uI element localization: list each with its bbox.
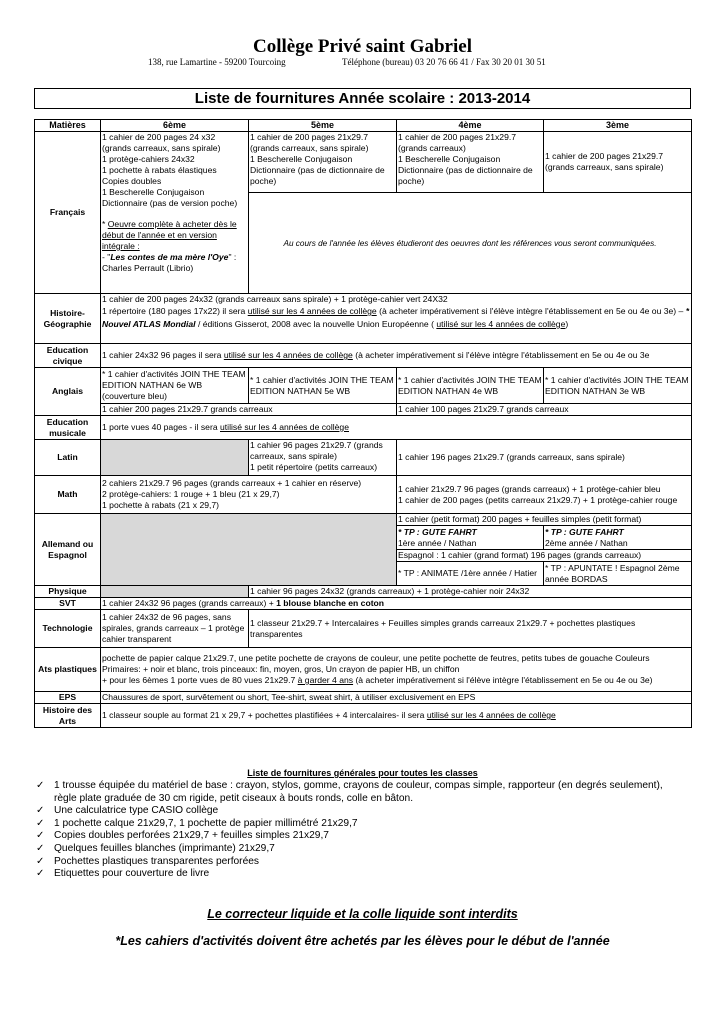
table-row <box>35 416 692 440</box>
atlas-title: * Nouvel ATLAS Mondial <box>102 306 690 329</box>
espagnol-4eme: * TP : ANIMATE /1ère année / Hatier <box>397 562 544 586</box>
list-item: Dictionnaire (pas de dictionnaire de poche) <box>250 165 385 186</box>
table-row <box>35 514 692 526</box>
allemand-3eme-tp-b: 2ème année / Nathan <box>545 537 628 548</box>
list-item-text: 1 trousse équipée du matériel de base : crayon, stylos, gomme, crayons de couleur, compas simple, rapporteur (en degrés seulement), règle plate graduée de 30 cm rigide, petit ciseaux à bouts ronds, colle en bâton. <box>54 780 663 804</box>
table-row <box>35 610 692 648</box>
list-item: 2 protège-cahiers: 1 rouge + 1 bleu (21 x 29,7) <box>102 489 280 499</box>
subject-eps: EPS <box>35 692 101 704</box>
table-row <box>35 692 692 704</box>
list-item <box>34 805 674 818</box>
francais-note: Au cours de l'année les élèves étudieront des oeuvres dont les références vous seront communiquées. <box>249 193 692 294</box>
list-item <box>34 856 674 869</box>
subject-arts: Ats plastiques <box>35 648 101 692</box>
header-4eme: 4ème <box>397 120 544 132</box>
header-6eme: 6ème <box>101 120 249 132</box>
general-list-title: Liste de fournitures générales pour toutes les classes <box>247 768 478 778</box>
check-icon: ✓ <box>36 780 45 791</box>
histoire-text-c: / éditions Gisserot, 2008 avec la nouvelle Union Européenne ( <box>195 319 437 329</box>
arts-content <box>101 648 692 692</box>
check-icon: ✓ <box>36 842 45 854</box>
school-address: 138, rue Lamartine - 59200 Tourcoing <box>148 57 286 67</box>
list-item: 1 petit répertoire (petits carreaux) <box>250 462 378 472</box>
histoire-text-b: (à acheter impérativement si l'élève intègre l'établissement en 5e ou 4e ou 3e) – <box>376 306 686 316</box>
histoire-arts-text-a: 1 classeur souple au format 21 x 29,7 + pochettes plastifiées + 4 intercalaires- il sera <box>102 710 427 720</box>
histoire-arts-text-u: utilisé sur les 4 années de collège <box>426 710 556 720</box>
civique-content <box>101 344 692 368</box>
anglais-6eme: * 1 cahier d'activités JOIN THE TEAM EDITION NATHAN 6e WB (couverture bleu) <box>101 368 249 404</box>
table-row <box>35 132 692 193</box>
list-item: 1 pochette à rabats élastiques <box>102 165 217 175</box>
page-title: Liste de fournitures Année scolaire : 2013-2014 <box>34 88 691 109</box>
techno-543: 1 classeur 21x29.7 + Intercalaires + Feuilles simples grands carreaux 21x29.7 + pochettes plastiques transparentes <box>249 610 692 648</box>
svt-text-b: 1 blouse blanche en coton <box>276 598 385 608</box>
histoire-text-d: ) <box>565 319 569 329</box>
check-icon: ✓ <box>36 830 45 842</box>
arts-line-2 <box>102 675 690 686</box>
list-item: 1 protège-cahiers 24x32 <box>102 154 195 164</box>
list-item: 1 cahier 21x29.7 96 pages (grands carreaux) + 1 protège-cahier bleu <box>398 483 661 494</box>
supplies-table <box>34 119 692 728</box>
list-item-text: Une calculatrice type CASIO collège <box>54 805 219 817</box>
list-item: 1 Bescherelle Conjugaison <box>250 154 353 164</box>
list-item: 1 cahier 96 pages 21x29.7 (grands carreaux, sans spirale) <box>250 440 383 461</box>
table-row <box>35 648 692 692</box>
table-row <box>35 404 692 416</box>
subject-physique: Physique <box>35 586 101 598</box>
allemand-4eme-tp-b: 1ère année / Nathan <box>398 537 477 548</box>
list-item: 1 cahier de 200 pages 21x29.7 <box>398 132 517 142</box>
table-row <box>35 440 692 476</box>
allemand-3eme-tp: * TP : GUTE FAHRT <box>545 526 624 537</box>
subject-francais: Français <box>35 132 101 294</box>
svt-content <box>101 598 692 610</box>
subject-musique: Education musicale <box>35 416 101 440</box>
latin-43: 1 cahier 196 pages 21x29.7 (grands carreaux, sans spirale) <box>397 440 692 476</box>
list-item: Copies doubles <box>102 176 162 186</box>
arts-text-u: à garder 4 ans <box>297 675 354 685</box>
list-item: 1 Bescherelle Conjugaison <box>102 187 205 197</box>
list-item: 1 pochette à rabats (21 x 29,7) <box>102 500 220 510</box>
physique-6eme-empty <box>101 586 249 598</box>
histoire-text-a: 1 répertoire (180 pages 17x22) il sera <box>102 306 248 316</box>
anglais-4eme: * 1 cahier d'activités JOIN THE TEAM EDITION NATHAN 4e WB <box>397 368 544 404</box>
oeuvre-title-line: - "Les contes de ma mère l'Oye" : <box>102 252 237 262</box>
subject-techno: Technologie <box>35 610 101 648</box>
musique-text-u: utilisé sur les 4 années de collège <box>220 422 349 432</box>
svt-text-a: 1 cahier 24x32 96 pages (grands carreaux) + <box>102 598 277 608</box>
subject-civique: Education civique <box>35 344 101 368</box>
latin-6eme-empty <box>101 440 249 476</box>
arts-text-a: + pour les 6èmes 1 porte vues de 80 vues 21x29.7 <box>102 675 298 685</box>
oeuvre-label: Oeuvre complète à acheter dès le début de l'année et en version intégrale : <box>102 219 237 251</box>
general-list <box>34 780 674 881</box>
table-row <box>35 586 692 598</box>
oeuvre-note: * Oeuvre complète à acheter dès le début de l'année et en version intégrale : <box>102 219 237 251</box>
histoire-content <box>101 294 692 344</box>
check-icon: ✓ <box>36 868 45 880</box>
allemand-4eme <box>397 526 544 550</box>
list-item: 1 cahier de 200 pages (petits carreaux 21x29.7) + 1 protège-cahier rouge <box>398 494 678 505</box>
espagnol-line: Espagnol : 1 cahier (grand format) 196 pages (grands carreaux) <box>397 550 692 562</box>
header-matieres: Matières <box>35 120 101 132</box>
musique-content <box>101 416 692 440</box>
anglais-65-line2: 1 cahier 200 pages 21x29.7 grands carreaux <box>101 404 397 416</box>
table-row <box>35 294 692 344</box>
anglais-5eme: * 1 cahier d'activités JOIN THE TEAM EDITION NATHAN 5e WB <box>249 368 397 404</box>
subject-histoire: Histoire-Géographie <box>35 294 101 344</box>
table-header-row <box>35 120 692 132</box>
header-3eme: 3ème <box>544 120 692 132</box>
arts-line-1: pochette de papier calque 21x29.7, une petite pochette de crayons de couleur, une petite pochette de feutres, petits tubes de gouache Couleurs Primaires: + noir et blanc, trois pinceaux: fin, moyen, gros, Un crayon de papier HB, un chiffon <box>102 653 650 674</box>
techno-6eme: 1 cahier 24x32 de 96 pages, sans spirales, grands carreaux – 1 protège cahier transparent <box>101 610 249 648</box>
list-item <box>34 818 674 831</box>
list-item-text: Etiquettes pour couverture de livre <box>54 868 210 880</box>
list-item: 1 Bescherelle Conjugaison <box>398 154 501 164</box>
physique-content: 1 cahier 96 pages 24x32 (grands carreaux) + 1 protège-cahier noir 24x32 <box>249 586 692 598</box>
civique-text-b: (à acheter impérativement si l'élève intègre l'établissement en 5e ou 4e ou 3e <box>352 350 650 360</box>
list-item: (grands carreaux, sans spirale) <box>250 143 369 153</box>
list-item <box>34 780 674 805</box>
francais-6eme <box>101 132 249 294</box>
list-item: Dictionnaire (pas de dictionnaire de poche) <box>398 165 533 186</box>
school-phone: Téléphone (bureau) 03 20 76 66 41 / Fax 30 20 01 30 51 <box>342 57 546 67</box>
histoire-line-1: 1 cahier de 200 pages 24x32 (grands carreaux sans spirale) + 1 protège-cahier vert 24X32 <box>102 294 448 304</box>
anglais-3eme: * 1 cahier d'activités JOIN THE TEAM EDITION NATHAN 3e WB <box>544 368 692 404</box>
list-item: 1 cahier de 200 pages 21x29.7 <box>250 132 369 142</box>
list-item-text: Pochettes plastiques transparentes perforées <box>54 855 260 867</box>
table-row <box>35 344 692 368</box>
civique-text-u: utilisé sur les 4 années de collège <box>223 350 353 360</box>
oeuvre-author: Charles Perrault (Librio) <box>102 263 194 273</box>
histoire-line-2 <box>102 305 690 331</box>
school-name: Collège Privé saint Gabriel <box>253 36 472 57</box>
civique-text-a: 1 cahier 24x32 96 pages il sera <box>102 350 224 360</box>
check-icon: ✓ <box>36 855 45 867</box>
subject-allemand: Allemand ou Espagnol <box>35 514 101 586</box>
anglais-43-line2: 1 cahier 100 pages 21x29.7 grands carreaux <box>397 404 692 416</box>
table-row <box>35 368 692 404</box>
musique-text-a: 1 porte vues 40 pages - il sera <box>102 422 220 432</box>
list-item-text: 1 pochette calque 21x29,7, 1 pochette de papier millimétré 21x29,7 <box>54 817 358 829</box>
list-item-text: Quelques feuilles blanches (imprimante) 21x29,7 <box>54 842 275 854</box>
eps-content: Chaussures de sport, survêtement ou short, Tee-shirt, sweat shirt, à utiliser exclusivement en EPS <box>101 692 692 704</box>
check-icon: ✓ <box>36 805 45 817</box>
subject-latin: Latin <box>35 440 101 476</box>
subject-anglais: Anglais <box>35 368 101 416</box>
list-item: (grands carreaux, sans spirale) <box>545 162 664 172</box>
warning-activity-books: *Les cahiers d'activités doivent être achetés par les élèves pour le début de l'année <box>115 934 610 948</box>
subject-svt: SVT <box>35 598 101 610</box>
list-item: 1 cahier de 200 pages 21x29.7 <box>545 151 664 161</box>
list-item: 2 cahiers 21x29.7 96 pages (grands carreaux + 1 cahier en réserve) <box>102 478 362 488</box>
histoire-arts-content <box>101 704 692 728</box>
histoire-text-u2: utilisé sur les 4 années de collège <box>436 319 566 329</box>
espagnol-3eme: * TP : APUNTATE ! Espagnol 2ème année BORDAS <box>544 562 692 586</box>
list-item <box>34 830 674 843</box>
table-row <box>35 476 692 514</box>
latin-5eme <box>249 440 397 476</box>
francais-3eme <box>544 132 692 193</box>
francais-4eme <box>397 132 544 193</box>
header-5eme: 5ème <box>249 120 397 132</box>
check-icon: ✓ <box>36 817 45 829</box>
francais-5eme <box>249 132 397 193</box>
list-item: (grands carreaux, sans spirale) <box>102 143 221 153</box>
list-item: 1 cahier de 200 pages 24 x32 <box>102 132 216 142</box>
table-row <box>35 598 692 610</box>
list-item: (grands carreaux) <box>398 143 466 153</box>
list-item-text: Copies doubles perforées 21x29,7 + feuilles simples 21x29,7 <box>54 830 329 842</box>
allemand-4eme-tp: * TP : GUTE FAHRT <box>398 526 477 537</box>
allemand-line-1: 1 cahier (petit format) 200 pages + feuilles simples (petit format) <box>397 514 692 526</box>
math-43 <box>397 476 692 514</box>
arts-text-b: (à acheter impérativement si l'élève intègre l'établissement en 5e ou 4e ou 3e) <box>353 675 653 685</box>
warning-liquid: Le correcteur liquide et la colle liquide sont interdits <box>207 907 518 921</box>
list-item: Dictionnaire (pas de version poche) <box>102 198 238 208</box>
subject-histoire-arts: Histoire des Arts <box>35 704 101 728</box>
histoire-text-u: utilisé sur les 4 années de collège <box>247 306 377 316</box>
allemand-3eme <box>544 526 692 550</box>
list-item <box>34 868 674 881</box>
list-item <box>34 843 674 856</box>
table-row <box>35 704 692 728</box>
subject-math: Math <box>35 476 101 514</box>
math-65 <box>101 476 397 514</box>
allemand-65-empty <box>101 514 397 586</box>
oeuvre-title: Les contes de ma mère l'Oye <box>110 252 229 262</box>
